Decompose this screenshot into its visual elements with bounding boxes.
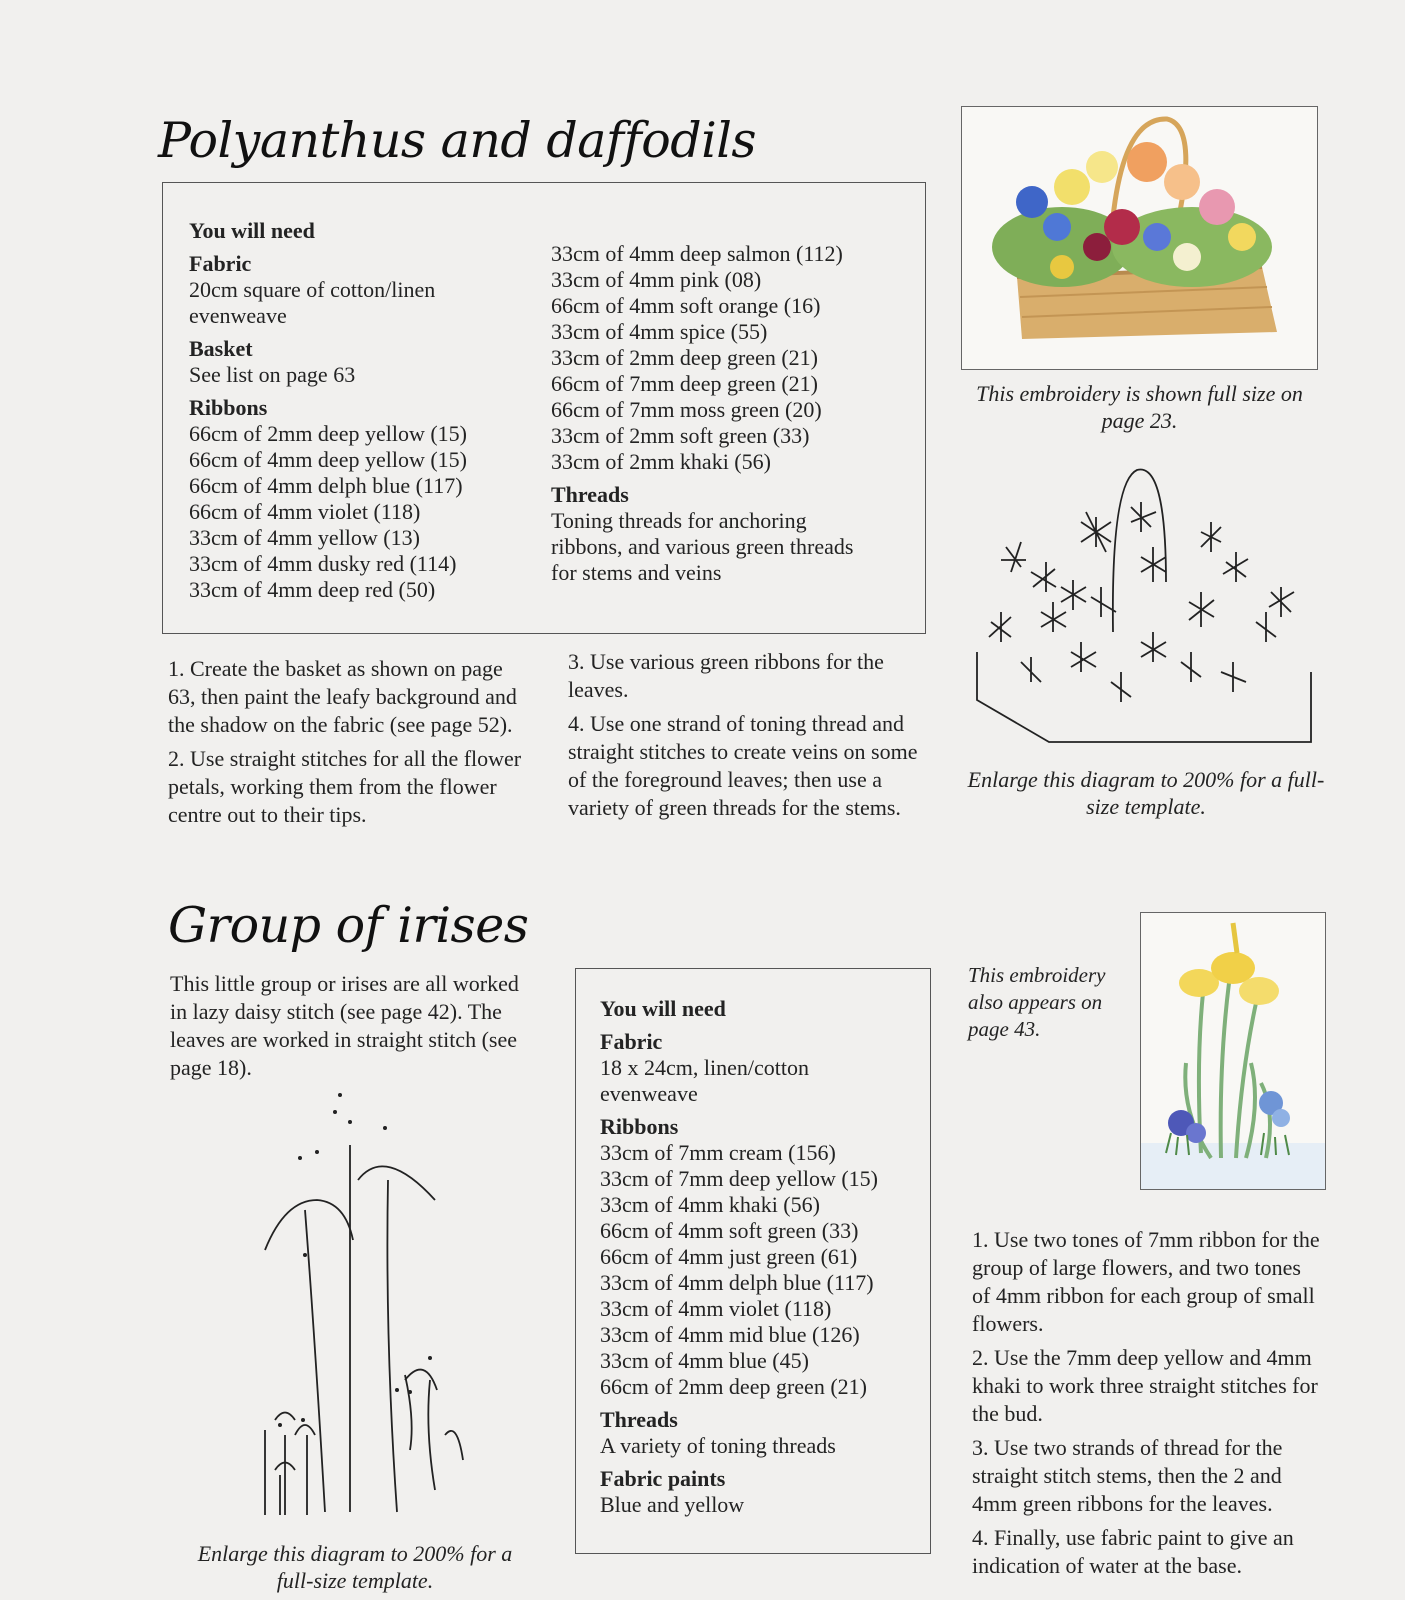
polyanthus-title: Polyanthus and daffodils xyxy=(158,112,757,169)
iris-diagram-drawing xyxy=(245,1090,485,1515)
flower-stitch-marks xyxy=(989,502,1294,702)
instruction-step: 3. Use two strands of thread for the straight stitch stems, then the 2 and 4mm green ribbons for the leaves. xyxy=(972,1435,1283,1516)
ribbon-item: 33cm of 4mm khaki (56) xyxy=(600,1192,820,1217)
ribbon-item: 33cm of 4mm violet (118) xyxy=(600,1296,832,1321)
ribbon-item: 33cm of 4mm delph blue (117) xyxy=(600,1270,874,1295)
paints-heading: Fabric paints xyxy=(600,1466,726,1491)
ribbon-item: 33cm of 7mm cream (156) xyxy=(600,1140,836,1165)
instruction-step: 3. Use various green ribbons for the leaves. xyxy=(568,649,884,702)
polyanthus-materials-col2 xyxy=(551,241,911,586)
ribbon-item: 33cm of 2mm khaki (56) xyxy=(551,449,771,474)
ribbons-heading: Ribbons xyxy=(600,1114,679,1139)
threads-heading: Threads xyxy=(600,1407,678,1432)
ribbon-item: 33cm of 7mm deep yellow (15) xyxy=(600,1166,878,1191)
ribbon-item: 33cm of 4mm pink (08) xyxy=(551,267,762,292)
basket-heading: Basket xyxy=(189,336,253,361)
ribbon-item: 33cm of 4mm yellow (13) xyxy=(189,525,420,550)
threads-heading: Threads xyxy=(551,482,629,507)
ribbon-item: 33cm of 4mm blue (45) xyxy=(600,1348,809,1373)
ribbon-item: 33cm of 4mm deep salmon (112) xyxy=(551,241,843,266)
basket-template-diagram xyxy=(961,462,1331,747)
iris-diagram-caption: Enlarge this diagram to 200% for a full-size template. xyxy=(197,1541,513,1593)
basket-illustration xyxy=(962,107,1317,369)
basket-photo-caption: This embroidery is shown full size on page 23. xyxy=(976,381,1303,433)
irises-steps xyxy=(972,1226,1324,1586)
basket-embroidery-photo xyxy=(961,106,1318,370)
thread-line: A variety of toning threads xyxy=(600,1433,836,1458)
iris-illustration xyxy=(1141,913,1325,1189)
instruction-step: 4. Use one strand of toning thread and straight stitches to create veins on some of the foreground leaves; then use a variety of green threads for the stems. xyxy=(568,711,918,820)
instruction-step: 1. Use two tones of 7mm ribbon for the group of large flowers, and two tones of 4mm ribbon for each group of small flowers. xyxy=(972,1227,1320,1336)
instruction-step: 4. Finally, use fabric paint to give an indication of water at the base. xyxy=(972,1525,1294,1578)
ribbon-item: 66cm of 4mm just green (61) xyxy=(600,1244,858,1269)
ribbon-item: 66cm of 4mm deep yellow (15) xyxy=(189,447,467,472)
ribbon-item: 66cm of 7mm moss green (20) xyxy=(551,397,822,422)
ribbon-item: 33cm of 4mm mid blue (126) xyxy=(600,1322,860,1347)
fabric-heading: Fabric xyxy=(189,251,252,276)
iris-bud-dots xyxy=(278,1093,432,1427)
paint-line: Blue and yellow xyxy=(600,1492,745,1517)
need-heading: You will need xyxy=(600,996,726,1021)
fabric-line: 20cm square of cotton/linen xyxy=(189,277,436,302)
iris-embroidery-photo xyxy=(1140,912,1326,1190)
instruction-step: 2. Use straight stitches for all the flower petals, working them from the flower centre out to their tips. xyxy=(168,746,522,827)
basket-diagram-drawing xyxy=(961,462,1331,747)
ribbon-item: 66cm of 4mm violet (118) xyxy=(189,499,421,524)
ribbon-item: 33cm of 2mm soft green (33) xyxy=(551,423,810,448)
ribbon-item: 66cm of 2mm deep green (21) xyxy=(600,1374,867,1399)
irises-materials-box xyxy=(575,968,931,1554)
ribbon-item: 66cm of 2mm deep yellow (15) xyxy=(189,421,467,446)
irises-title: Group of irises xyxy=(168,897,529,954)
ribbon-item: 33cm of 4mm spice (55) xyxy=(551,319,768,344)
basket-line: See list on page 63 xyxy=(189,362,356,387)
ribbon-item: 66cm of 4mm soft green (33) xyxy=(600,1218,859,1243)
fabric-line: evenweave xyxy=(189,303,287,328)
thread-line: ribbons, and various green threads xyxy=(551,534,854,559)
basket-diagram-caption: Enlarge this diagram to 200% for a full-size template. xyxy=(967,767,1325,819)
polyanthus-steps-right xyxy=(568,648,918,828)
irises-materials-list xyxy=(600,995,920,1518)
iris-template-diagram xyxy=(245,1090,485,1515)
fabric-line: 18 x 24cm, linen/cotton xyxy=(600,1055,809,1080)
ribbon-item: 33cm of 4mm deep red (50) xyxy=(189,577,436,602)
ribbon-item: 66cm of 4mm soft orange (16) xyxy=(551,293,821,318)
thread-line: Toning threads for anchoring xyxy=(551,508,807,533)
thread-line: for stems and veins xyxy=(551,560,722,585)
irises-intro: This little group or irises are all worked in lazy daisy stitch (see page 42). The leaves are worked in straight stitch (see page 18). xyxy=(170,971,519,1080)
iris-photo-caption: This embroidery also appears on page 43. xyxy=(968,963,1106,1041)
ribbon-item: 66cm of 4mm delph blue (117) xyxy=(189,473,463,498)
ribbons-heading: Ribbons xyxy=(189,395,268,420)
polyanthus-steps-left xyxy=(168,655,528,835)
fabric-heading: Fabric xyxy=(600,1029,663,1054)
polyanthus-materials-box xyxy=(162,182,926,634)
instruction-step: 1. Create the basket as shown on page 63, then paint the leafy background and the shadow on the fabric (see page 52). xyxy=(168,656,517,737)
ribbon-item: 33cm of 4mm dusky red (114) xyxy=(189,551,457,576)
ribbon-item: 66cm of 7mm deep green (21) xyxy=(551,371,818,396)
ribbon-item: 33cm of 2mm deep green (21) xyxy=(551,345,818,370)
instruction-step: 2. Use the 7mm deep yellow and 4mm khaki to work three straight stitches for the bud. xyxy=(972,1345,1318,1426)
need-heading: You will need xyxy=(189,218,315,243)
polyanthus-materials-col1 xyxy=(189,217,539,603)
fabric-line: evenweave xyxy=(600,1081,698,1106)
